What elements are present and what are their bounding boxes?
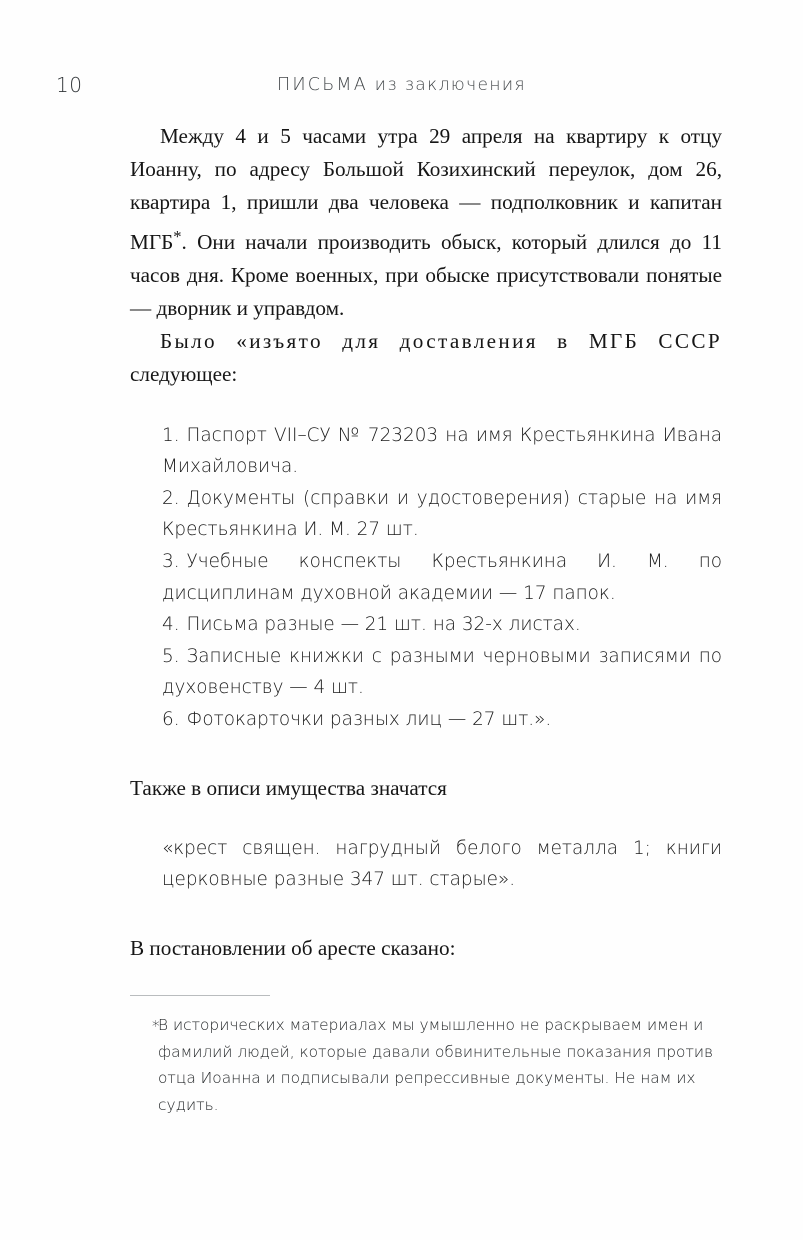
list-item-text: Учебные конспекты Крестьянкина И. М. по дисциплинам духовной академии — 17 папок. [162, 550, 722, 604]
list-item-number: 5. [162, 645, 180, 667]
footnote-marker: * [152, 1017, 160, 1035]
list-item [162, 420, 722, 483]
seizure-intro-rest: следующее: [130, 362, 238, 387]
inventory-lead-in: Также в описи имущества значатся [130, 775, 447, 800]
running-head-title [0, 72, 803, 98]
list-item [162, 609, 722, 641]
list-item-text: Записные книжки с разными черновыми записями по духовенству — 4 шт. [162, 645, 722, 699]
spacer-before-inventory-quote [130, 805, 722, 833]
paragraph-text-part-2: . Они начали производить обыск, который длился до 11 часов дня. Кроме военных, при обыске присутствовали понятые — дворник и управдом. [130, 229, 722, 320]
list-item-text: Письма разные — 21 шт. на 32-х листах. [186, 614, 581, 636]
text-column [130, 120, 722, 965]
list-item-number: 6. [162, 708, 180, 730]
running-head-caps: ПИСЬМА [277, 75, 368, 95]
paragraph-text-part-1: Между 4 и 5 часами утра 29 апреля на квартиру к отцу Иоанну, по адресу Большой Козихинский переулок, дом 26, квартира 1, пришли два человека — подполковник и капитан МГБ [130, 124, 722, 254]
list-item-number: 2. [162, 487, 180, 509]
paragraph-seizure-intro [130, 325, 722, 391]
list-item [162, 483, 722, 546]
spacer-before-decree [130, 896, 722, 932]
footnote-text: В исторических материалах мы умышленно не раскрываем имен и фамилий людей, которые давали обвинительные показания против отца Иоанна и подписывали репрессивные документы. Не нам их судить. [158, 1016, 714, 1114]
spacer-after-list [130, 736, 722, 772]
running-head [0, 72, 803, 106]
footnote-reference-marker[interactable]: * [173, 226, 182, 246]
running-head-spacer [368, 75, 375, 95]
list-item-text: Паспорт VII–СУ № 723203 на имя Крестьянкина Ивана Михайловича. [162, 424, 722, 478]
running-head-lower: из заключения [374, 75, 526, 95]
list-item-number: 3. [162, 550, 180, 572]
paragraph-arrest-search [130, 120, 722, 325]
footnote-area [130, 995, 722, 1118]
list-item-text: Фотокарточки разных лиц — 27 шт.». [186, 708, 552, 730]
list-item [162, 704, 722, 736]
page-number: 10 [56, 73, 83, 97]
footnote-separator-rule [130, 995, 270, 996]
list-item-number: 4. [162, 614, 180, 636]
list-item [162, 546, 722, 609]
list-item-text: Документы (справки и удостоверения) старые на имя Крестьянкина И. М. 27 шт. [162, 487, 722, 541]
list-item [162, 641, 722, 704]
seized-items-list [130, 420, 722, 736]
tracked-line: Было «изъято для доставления в МГБ СССР [160, 329, 722, 354]
inventory-quote: «крест священ. нагрудный белого металла 1; книги церковные разные 347 шт. старые». [162, 837, 722, 891]
decree-lead-in: В постановлении об аресте сказано: [130, 935, 456, 960]
footnote-block [130, 1012, 722, 1118]
spacer-before-list [130, 392, 722, 420]
list-item-number: 1. [162, 424, 180, 446]
